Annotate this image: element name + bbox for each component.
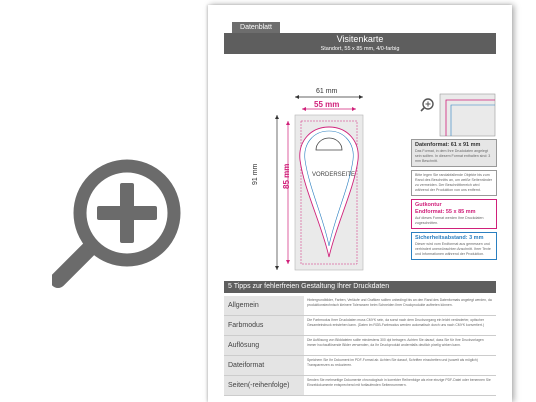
final-format-heading: Endformat: 55 x 85 mm — [415, 209, 476, 215]
data-format-box — [411, 139, 497, 167]
sheet-title: Visitenkarte — [336, 34, 384, 44]
data-sheet-document — [208, 5, 512, 402]
front-side-label: VORDERSEITE — [312, 172, 356, 178]
final-format-text: Auf dieses Format werden Ihre Druckdaten zugeschnitten. — [415, 216, 484, 225]
tip-row — [224, 296, 496, 316]
tip-text: Die Farbmodus Ihrer Druckdaten muss CMYK sein, da sonst nach dem Druckvorgang ein leicht veränderter, optischer Gesamteindruck entstehen kann. (Daten im RGB-Farbmodus werden automatisch durch uns nach CMYK konvertiert.) — [307, 318, 484, 327]
tip-row — [224, 356, 496, 376]
data-format-text: Das Format, in dem Ihre Druckdaten angelegt sein sollten. In diesem Format enthalten sind: 3 mm Beschnitt. — [415, 149, 491, 163]
tip-row — [224, 316, 496, 336]
zoom-detail-thumbnail[interactable] — [418, 91, 496, 137]
outer-height-label: 91 mm — [252, 163, 259, 185]
inner-height-label: 85 mm — [282, 163, 291, 189]
tip-label: Allgemein — [224, 296, 304, 315]
tip-label: Auflösung — [224, 336, 304, 355]
tips-heading: 5 Tipps zur fehlerfreien Gestaltung Ihrer Druckdaten — [224, 281, 496, 293]
safety-text: Dieser wird vom Endformat aus gemessen und verhindert unerwünschten Anschnitt. Ihrer Texte und Informationen während der Produktion. — [415, 242, 491, 256]
safety-heading: Sicherheitsabstand: 3 mm — [415, 235, 484, 241]
note-box — [411, 170, 497, 196]
data-format-heading: Datenformat: 61 x 91 mm — [415, 142, 481, 148]
magnifier-plus-icon[interactable] — [52, 128, 212, 288]
note-text: Bitte legen Sie randabfallende Objekte bis zum Rand des Beschnitts an, um weiße Seitenränder zu vermeiden. Der Beschnittbereich wird während der Produktion von uns entfernt. — [415, 173, 493, 192]
tip-row — [224, 336, 496, 356]
tips-table — [224, 296, 496, 396]
tip-label: Farbmodus — [224, 316, 304, 335]
tip-text: Senden Sie mehrseitige Dokumente chronologisch in korrekter Reihenfolge als eine einzige PDF-Datei oder benennen Sie Einzeldokumente entsprechend mit fortlaufenden Seitennummern. — [307, 378, 491, 387]
inner-width-label: 55 mm — [314, 100, 340, 109]
tip-label: Dateiformat — [224, 356, 304, 375]
outer-width-label: 61 mm — [316, 88, 338, 95]
tip-text: Speichern Sie Ihr Dokument im PDF-Format ab. Achten Sie darauf, Schriften einzubetten und (soweit als möglich) Transparenzen zu reduzieren. — [307, 358, 478, 367]
safety-box — [411, 232, 497, 260]
tip-label: Seiten(-reihenfolge) — [224, 376, 304, 395]
sheet-subtitle: Standort, 55 x 85 mm, 4/0-farbig — [320, 46, 400, 52]
tip-text: Hintergrundbilder, Farben, Verläufe und Grafiken sollten unbedingt bis an den Rand des Datenformats angelegt werden, da produktionstechnisch kleinere Toleranzen beim Schneiden Ihrer Druckprodukte auftreten können. — [307, 298, 492, 307]
tip-row — [224, 376, 496, 396]
info-column — [411, 139, 497, 260]
tip-text: Die Auflösung von Bilddateien sollte mindestens 300 dpi betragen. Achten Sie darauf, dass Sie für Ihre Druckvorlagen immer hochauflösende Bilder verwenden, da Ihr Druckprodukt andernfalls deutlich pixelig wirken kann. — [307, 338, 484, 347]
final-format-box — [411, 199, 497, 229]
cut-contour-heading: Gutkontur — [415, 202, 442, 208]
sheet-tab: Datenblatt — [232, 22, 280, 33]
